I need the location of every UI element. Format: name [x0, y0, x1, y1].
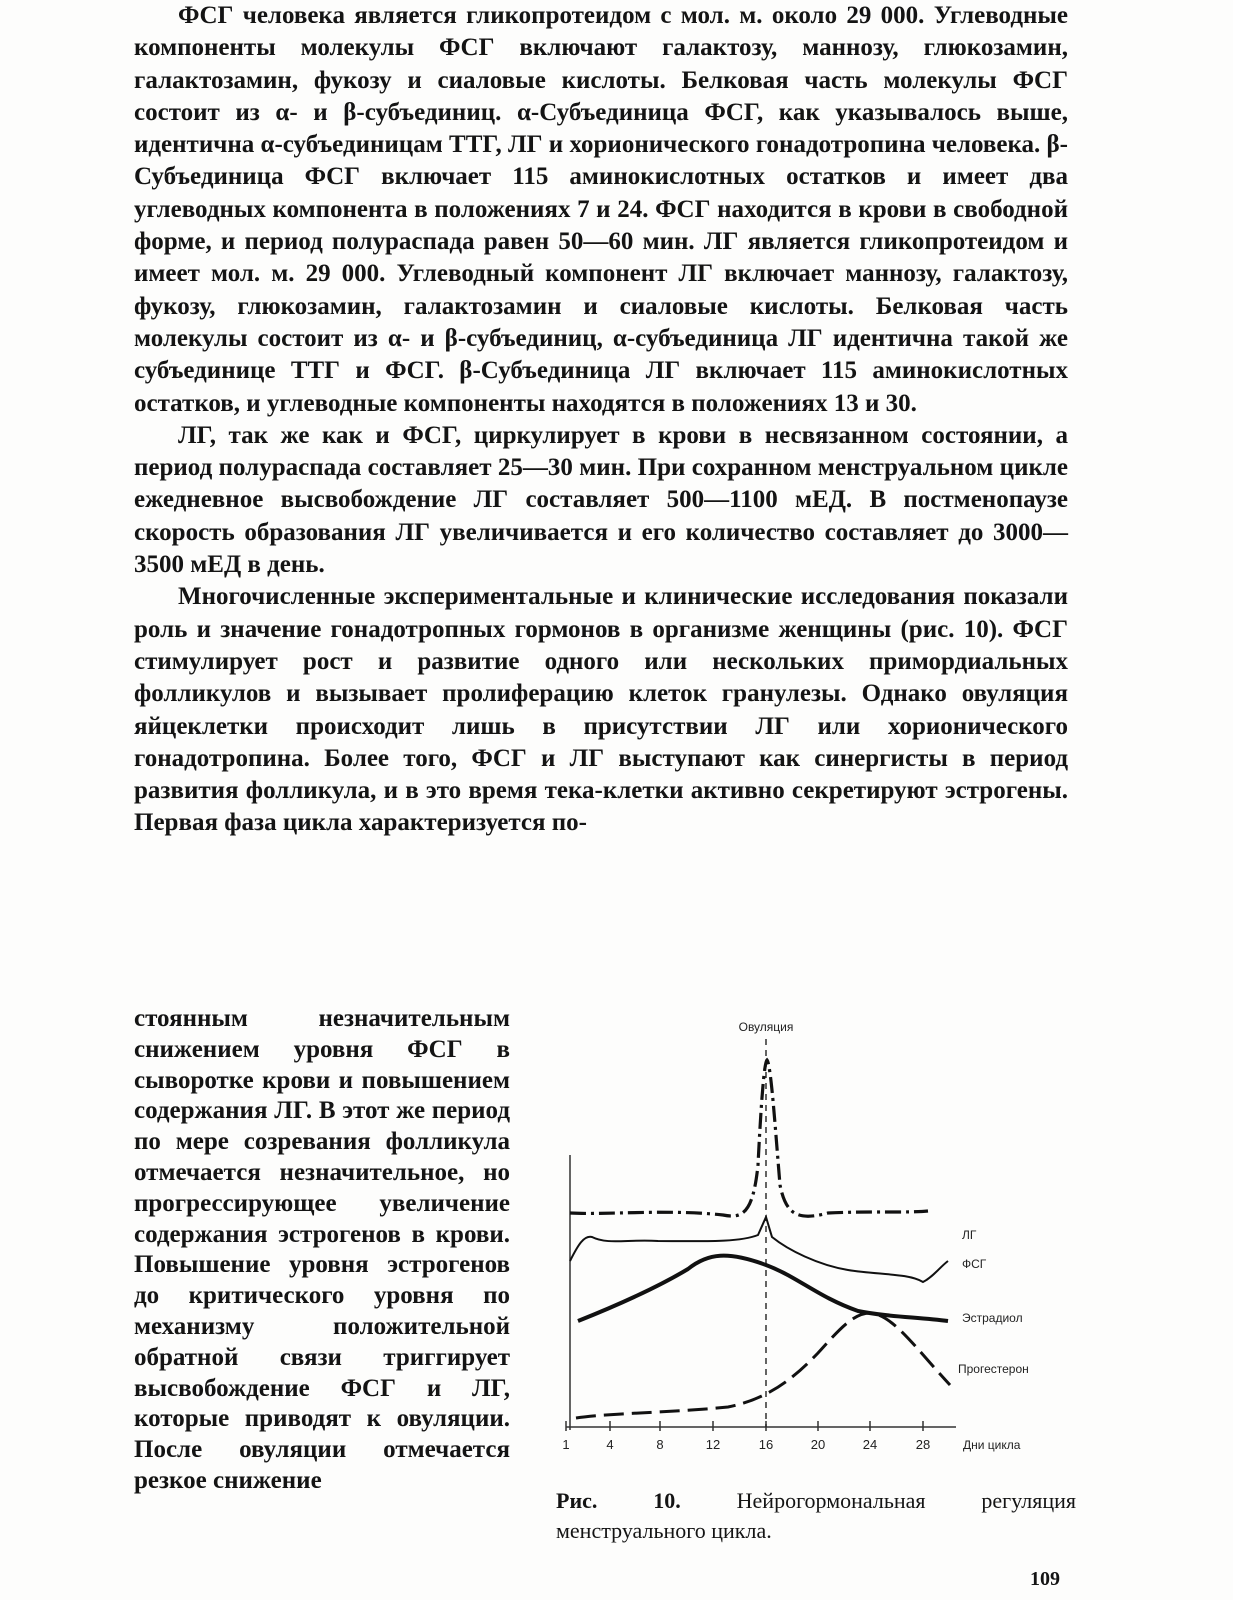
lh-series-label: ЛГ — [962, 1228, 977, 1242]
figure-caption — [556, 1486, 1076, 1546]
estradiol-curve — [578, 1256, 948, 1321]
progesterone-series-label: Прогестерон — [958, 1362, 1029, 1376]
paragraph-3-continued: стоянным незначительным снижением уровня ФСГ в сыворотке крови и повышением содержания ЛГ. В этот же период по мере созревания фолликула отмечается незначительное, но прогрессирующее увеличение содержания эстрогенов в крови. Повышение уровня эстрогенов до критического уровня по механизму положительной обратной связи триггирует высвобождение ФСГ и ЛГ, которые приводят к овуляции. После овуляции отмечается резкое снижение — [134, 1005, 510, 1494]
paragraph-1: ФСГ человека является гликопротеидом с мол. м. около 29 000. Углеводные компоненты молекулы ФСГ включают галактозу, маннозу, глюкозамин, галактозамин, фукозу и сиаловые кислоты. Белковая часть молекулы ФСГ состоит из α- и β-субъединиц. α-Субъединица ФСГ, как указывалось выше, идентична α-субъединицам ТТГ, ЛГ и хорионического гонадотропина человека. β-Субъединица ФСГ включает 115 аминокислотных остатков и имеет два углеводных компонента в положениях 7 и 24. ФСГ находится в крови в свободной форме, и период полураспада равен 50—60 мин. ЛГ является гликопротеидом и имеет мол. м. 29 000. Углеводный компонент ЛГ включает маннозу, галактозу, фукозу, глюкозамин, галактозамин и сиаловые кислоты. Белковая часть молекулы состоит из α- и β-субъединиц, α-субъединица ЛГ идентична такой же субъединице ТТГ и ФСГ. β-Субъединица ЛГ включает 115 аминокислотных остатков, и углеводные компоненты находятся в положениях 13 и 30. — [134, 2, 1068, 417]
ovulation-label: Овуляция — [738, 1020, 794, 1034]
figure-10 — [548, 1015, 1088, 1485]
fsh-curve — [570, 1217, 948, 1282]
x-tick-label: 20 — [810, 1437, 826, 1452]
lh-curve — [570, 1060, 928, 1216]
page-number: 109 — [1030, 1568, 1060, 1590]
estradiol-series-label: Эстрадиол — [962, 1311, 1023, 1325]
paragraph-2: ЛГ, так же как и ФСГ, циркулирует в крови в несвязанном состоянии, а период полураспада составляет 25—30 мин. При сохранном менструальном цикле ежедневное высвобождение ЛГ составляет 500—1100 мЕД. В постменопаузе скорость образования ЛГ увеличивается и его количество составляет до 3000—3500 мЕД в день. — [134, 421, 1068, 579]
caption-text: Нейрогормональная регуляция менструального цикла. — [556, 1488, 1076, 1543]
wrapped-text-column — [134, 1004, 510, 1497]
x-axis-unit-label: Дни цикла — [963, 1438, 1021, 1452]
caption-label: Рис. 10. — [556, 1488, 681, 1513]
main-text — [134, 0, 1068, 840]
x-tick-label: 28 — [915, 1437, 931, 1452]
x-tick-label: 1 — [562, 1437, 570, 1452]
x-tick-label: 12 — [705, 1437, 721, 1452]
paragraph-3: Многочисленные экспериментальные и клинические исследования показали роль и значение гонадотропных гормонов в организме женщины (рис. 10). ФСГ стимулирует рост и развитие одного или нескольких примордиальных фолликулов и вызывает пролиферацию клеток гранулезы. Однако овуляция яйцеклетки происходит лишь в присутствии ЛГ или хорионического гонадотропина. Более того, ФСГ и ЛГ выступают как синергисты в период развития фолликула, и в это время тека-клетки активно секретируют эстрогены. Первая фаза цикла характеризуется по- — [134, 583, 1068, 837]
fsh-series-label: ФСГ — [962, 1257, 987, 1271]
x-tick-label: 8 — [656, 1437, 664, 1452]
x-tick-label: 16 — [758, 1437, 774, 1452]
hormone-chart — [548, 1015, 1088, 1485]
progesterone-curve — [576, 1313, 950, 1418]
x-tick-label: 4 — [606, 1437, 614, 1452]
x-tick-label: 24 — [862, 1437, 878, 1452]
